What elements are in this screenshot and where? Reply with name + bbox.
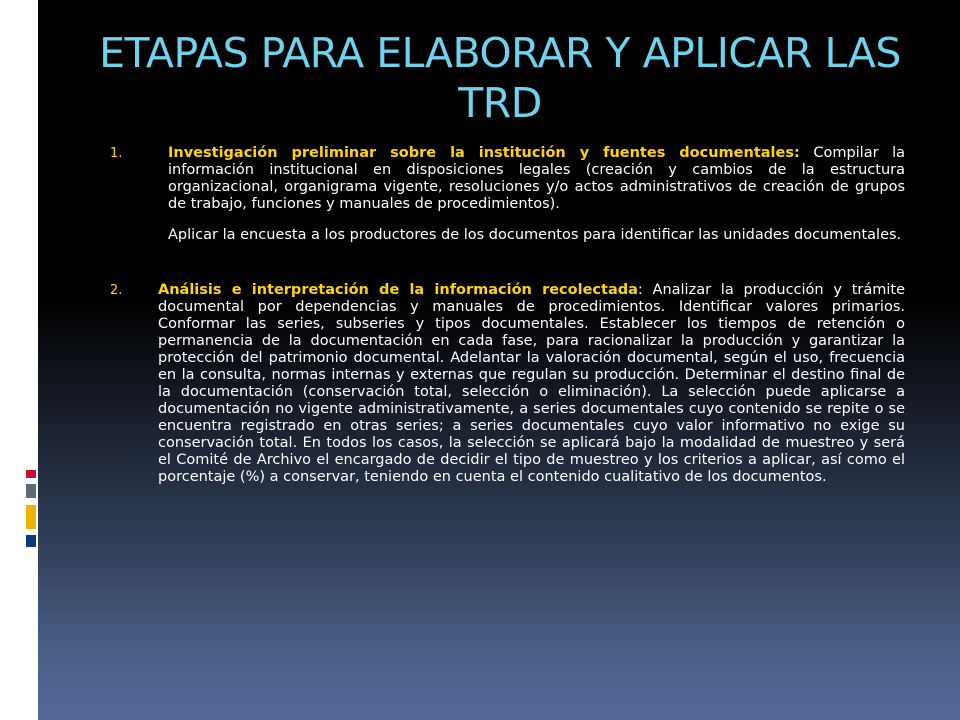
slide-title: ETAPAS PARA ELABORAR Y APLICAR LAS TRD [99,29,901,127]
accent-bar-gold [26,505,36,529]
list-item [110,145,905,244]
left-white-bar [0,0,38,720]
list-number: 2. [110,283,123,298]
list-item-body [158,282,905,486]
list-item-body [168,145,905,244]
item-text: : Analizar la producción y trámite documental por dependencias y manuales de procedimientos. Identificar valores primarios. Conformar las series, subseries y tipos documentales. Establecer los tiempos de retención o permanencia de la documentación en cada fase, para racionalizar la producción y garantizar la protección del patrimonio documental. Adelantar la valoración documental, según el uso, frecuencia en la consulta, normas internas y externas que regulan su producción. Determinar el destino final de la documentación (conservación total, selección o eliminación). La selección puede aplicarse a documentación no vigente administrativamente, a series documentales cuyo contenido se repite o se encuentra registrado en otras series; a series documentales cuyo valor informativo no exige su conservación total. En todos los casos, la selección se aplicará bajo la modalidad de muestreo y será el Comité de Archivo el encargado de decidir el tipo de muestreo y los criterios a aplicar, así como el porcentaje (%) a conservar, teniendo en cuenta el contenido cualitativo de los documentos. [158,282,905,485]
list-item [110,282,905,486]
item-heading: Investigación preliminar sobre la institución y fuentes documentales: [168,145,800,161]
paragraph [158,282,905,486]
slide-content [110,145,905,486]
accent-bar-gray [26,484,36,498]
list-number: 1. [110,146,123,161]
paragraph [168,145,905,213]
paragraph: Aplicar la encuesta a los productores de los documentos para identificar las unidades documentales. [168,227,902,243]
item-heading: Análisis e interpretación de la información recolectada [158,282,638,298]
accent-bar-red [26,470,36,478]
item-text: Compilar la información institucional en disposiciones legales (creación y cambios de la estructura organizacional, organigrama vigente, resoluciones y/o actos administrativos de creación de grupos de trabajo, funciones y manuales de procedimientos). [168,145,905,212]
accent-bar-blue [26,535,36,547]
